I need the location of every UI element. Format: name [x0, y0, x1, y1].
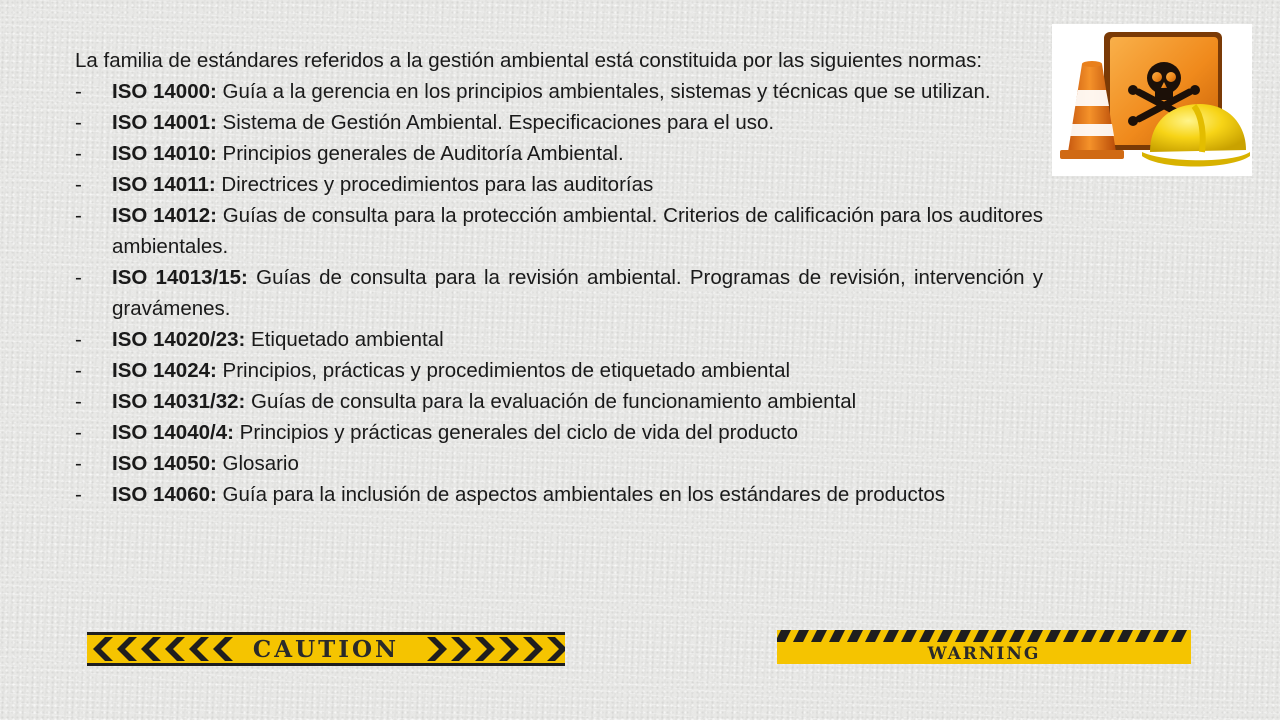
list-item	[75, 107, 1043, 138]
caution-label: CAUTION	[252, 636, 400, 663]
warning-label: WARNING	[927, 644, 1041, 664]
standard-code: ISO 14012:	[112, 204, 217, 227]
standard-code: ISO 14000:	[112, 80, 217, 103]
standard-description: Guías de consulta para la revisión ambiental. Programas de revisión, intervención y gravámenes.	[112, 266, 1044, 320]
caution-tape	[87, 632, 565, 666]
standard-code: ISO 14001:	[112, 111, 217, 134]
bullet-dash: -	[75, 142, 82, 165]
iso-standards-list	[75, 76, 1043, 510]
standard-description: Principios y prácticas generales del ciclo de vida del producto	[239, 421, 799, 444]
warning-tape	[777, 630, 1191, 664]
standard-description: Etiquetado ambiental	[251, 328, 444, 351]
bullet-dash: -	[75, 359, 82, 382]
standard-code: ISO 14024:	[112, 359, 217, 382]
standard-description: Principios, prácticas y procedimientos de etiquetado ambiental	[222, 359, 791, 382]
bullet-dash: -	[75, 483, 82, 506]
bullet-dash: -	[75, 173, 82, 196]
standard-description: Principios generales de Auditoría Ambiental.	[222, 142, 624, 165]
bullet-dash: -	[75, 266, 82, 289]
bullet-dash: -	[75, 421, 82, 444]
standard-code: ISO 14020/23:	[112, 328, 246, 351]
main-text	[75, 45, 1043, 510]
list-item	[75, 448, 1043, 479]
bullet-dash: -	[75, 452, 82, 475]
standard-description: Guías de consulta para la protección ambiental. Criterios de calificación para los auditores ambientales.	[112, 204, 1043, 258]
hazard-illustration	[1052, 24, 1252, 176]
skull-crossbones-sign-icon	[1052, 24, 1252, 176]
list-item	[75, 417, 1043, 448]
list-item	[75, 76, 1043, 107]
standard-description: Guía a la gerencia en los principios ambientales, sistemas y técnicas que se utilizan.	[222, 80, 991, 103]
list-item	[75, 169, 1043, 200]
standard-description: Guías de consulta para la evaluación de funcionamiento ambiental	[251, 390, 857, 413]
standard-code: ISO 14010:	[112, 142, 217, 165]
intro-paragraph: La familia de estándares referidos a la gestión ambiental está constituida por las siguientes normas:	[75, 49, 983, 72]
bullet-dash: -	[75, 390, 82, 413]
bullet-dash: -	[75, 204, 82, 227]
standard-description: Directrices y procedimientos para las auditorías	[221, 173, 654, 196]
list-item	[75, 200, 1043, 262]
standard-code: ISO 14013/15:	[112, 266, 248, 289]
list-item	[75, 479, 1043, 510]
standard-description: Guía para la inclusión de aspectos ambientales en los estándares de productos	[222, 483, 946, 506]
list-item	[75, 262, 1043, 324]
standard-description: Glosario	[222, 452, 299, 475]
standard-code: ISO 14050:	[112, 452, 217, 475]
list-item	[75, 324, 1043, 355]
standard-code: ISO 14060:	[112, 483, 217, 506]
bullet-dash: -	[75, 80, 82, 103]
bullet-dash: -	[75, 111, 82, 134]
list-item	[75, 138, 1043, 169]
list-item	[75, 355, 1043, 386]
standard-code: ISO 14031/32:	[112, 390, 246, 413]
bullet-dash: -	[75, 328, 82, 351]
standard-description: Sistema de Gestión Ambiental. Especificaciones para el uso.	[222, 111, 775, 134]
standard-code: ISO 14011:	[112, 173, 216, 196]
standard-code: ISO 14040/4:	[112, 421, 234, 444]
list-item	[75, 386, 1043, 417]
